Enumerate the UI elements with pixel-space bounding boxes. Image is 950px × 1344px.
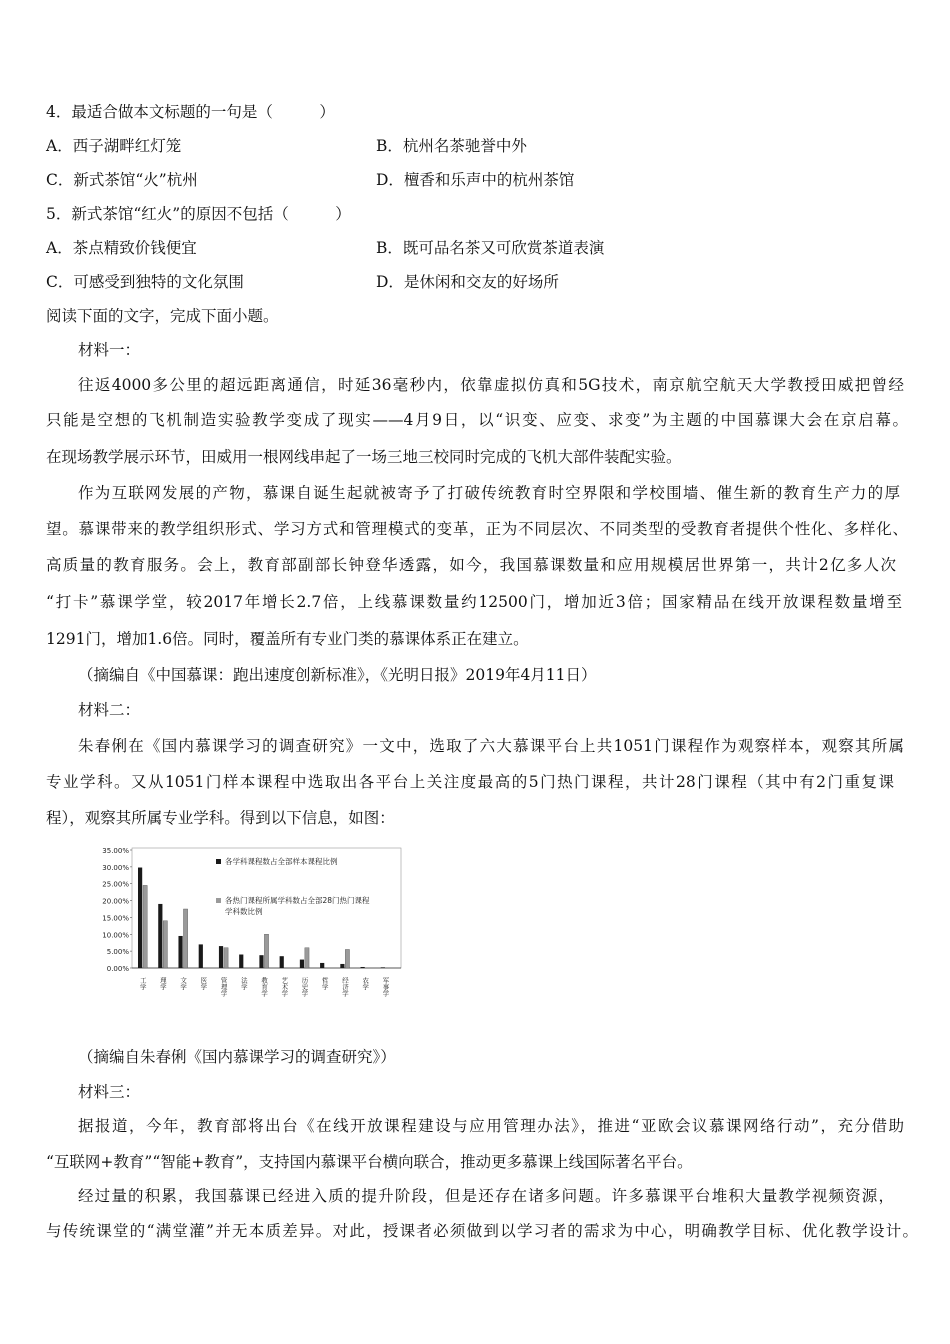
q4-option-b: B．杭州名茶驰誉中外: [376, 137, 527, 155]
x-category-label: 医学: [199, 977, 208, 990]
y-tick-label: 15.00%: [102, 914, 129, 923]
y-tick-label: 25.00%: [102, 880, 129, 889]
x-category-label: 工学: [138, 977, 147, 990]
bar-series-1: [158, 904, 162, 968]
bar-series-2: [163, 921, 167, 968]
y-tick-label: 35.00%: [102, 847, 129, 855]
q4-option-c: C．新式茶馆“火”杭州: [46, 171, 198, 189]
material-3-title: 材料三：: [78, 1083, 141, 1101]
material-1-title: 材料一：: [78, 341, 141, 359]
paragraph-line: “互联网+教育”“智能+教育”，支持国内慕课平台横向联合，推动更多慕课上线国际著名平台。: [46, 1153, 693, 1171]
bar-series-1: [381, 967, 385, 968]
paragraph-line: 在现场教学展示环节，田威用一根网线串起了一场三地三校同时完成的飞机大部件装配实验。: [46, 448, 682, 466]
paragraph-line: 朱春俐在《国内慕课学习的调查研究》一文中，选取了六大慕课平台上共1051门课程作为观察样本，观察其所属: [78, 737, 904, 755]
bar-series-1: [361, 967, 365, 968]
paragraph-line: 只能是空想的飞机制造实验教学变成了现实——4月9日，以“识变、应变、求变”为主题的中国慕课大会在京启幕。: [46, 411, 908, 429]
bar-chart: [96, 840, 426, 1040]
q5-option-d: D．是休闲和交友的好场所: [376, 273, 559, 291]
x-category-label: 农学: [361, 977, 370, 990]
bar-series-1: [138, 868, 142, 968]
bar-series-1: [239, 955, 243, 968]
paragraph-line: 望。慕课带来的教学组织形式、学习方式和管理模式的变革，正为不同层次、不同类型的受教育者提供个性化、多样化、: [46, 520, 908, 538]
bar-series-1: [340, 964, 344, 968]
legend-label-series-1: 各学科课程数占全部样本课程比例: [225, 857, 338, 866]
paragraph-line: 往返4000多公里的超远距离通信，时延36毫秒内，依靠虚拟仿真和5G技术，南京航空航天大学教授田威把曾经: [78, 376, 904, 394]
q4-stem: 4．最适合做本文标题的一句是（ ）: [46, 103, 335, 121]
bar-series-1: [259, 955, 263, 968]
x-category-label: 法学: [239, 977, 248, 990]
x-category-label: 管理学: [219, 977, 228, 997]
paragraph-line: 1291门，增加1.6倍。同时，覆盖所有专业门类的慕课体系正在建立。: [46, 630, 529, 648]
y-tick-label: 5.00%: [106, 948, 129, 957]
q4-option-a: A．西子湖畔红灯笼: [46, 137, 182, 155]
y-tick-label: 30.00%: [102, 863, 129, 872]
x-category-label: 哲学: [320, 977, 329, 990]
paragraph-line: 据报道，今年，教育部将出台《在线开放课程建设与应用管理办法》，推进“亚欧会议慕课网络行动”，充分借助: [78, 1117, 904, 1135]
material-1-source: （摘编自《中国慕课：跑出速度创新标准》，《光明日报》2019年4月11日）: [78, 666, 597, 684]
q5-option-b: B．既可品名茶又可欣赏茶道表演: [376, 239, 605, 257]
paragraph-line: “打卡”慕课学堂，较2017年增长2.7倍，上线慕课数量约12500门，增加近3倍；国家精品在线开放课程数量增至: [46, 593, 902, 611]
material-2-title: 材料二：: [78, 701, 141, 719]
reading-instruction: 阅读下面的文字，完成下面小题。: [46, 307, 279, 325]
paragraph-line: 程），观察其所属专业学科。得到以下信息，如图：: [46, 809, 395, 827]
q5-stem: 5．新式茶馆“红火”的原因不包括（ ）: [46, 205, 351, 223]
y-tick-label: 0.00%: [106, 965, 129, 973]
y-tick-label: 10.00%: [102, 931, 129, 940]
paragraph-line: 高质量的教育服务。会上，教育部副部长钟登华透露，如今，我国慕课数量和应用规模居世界第一，共计2亿多人次: [46, 556, 896, 574]
y-tick-label: 20.00%: [102, 897, 129, 906]
q5-option-a: A．茶点精致价钱便宜: [46, 239, 197, 257]
bar-series-2: [264, 934, 268, 968]
material-2-source: （摘编自朱春俐《国内慕课学习的调查研究》）: [78, 1048, 396, 1066]
paragraph-line: 与传统课堂的“满堂灌”并无本质差异。对此，授课者必须做到以学习者的需求为中心，明确教学目标、优化教学设计。: [46, 1222, 918, 1240]
x-category-label: 经济学: [341, 977, 350, 997]
legend-swatch-series-1: [216, 859, 221, 864]
bar-series-1: [219, 946, 223, 968]
paragraph-line: 经过量的积累，我国慕课已经进入质的提升阶段，但是还存在诸多问题。许多慕课平台堆积大量教学视频资源，: [78, 1187, 894, 1205]
paragraph-line: 专业学科。又从1051门样本课程中选取出各平台上关注度最高的5门热门课程，共计28门课程（其中有2门重复课: [46, 773, 894, 791]
bar-series-1: [178, 936, 182, 968]
legend-swatch-series-2: [216, 898, 221, 903]
bar-series-1: [280, 956, 284, 968]
bar-series-2: [305, 948, 309, 968]
legend-label-series-2: 各热门课程所属学科数占全部28门热门课程学科数比例: [225, 896, 370, 916]
x-category-label: 理学: [158, 977, 167, 990]
q4-option-d: D．檀香和乐声中的杭州茶馆: [376, 171, 575, 189]
x-category-label: 军事学: [381, 977, 390, 997]
x-category-label: 文学: [179, 977, 188, 990]
x-category-label: 艺术学: [280, 977, 289, 997]
bar-series-2: [345, 949, 349, 968]
chart-canvas: [96, 840, 426, 1040]
x-category-label: 历史学: [300, 977, 309, 997]
bar-series-2: [183, 909, 187, 968]
x-category-label: 教育学: [260, 977, 269, 997]
bar-series-1: [199, 944, 203, 968]
paragraph-line: 作为互联网发展的产物，慕课自诞生起就被寄予了打破传统教育时空界限和学校围墙、催生新的教育生产力的厚: [78, 484, 900, 502]
bar-series-2: [224, 948, 228, 968]
bar-series-1: [300, 960, 304, 968]
q5-option-c: C．可感受到独特的文化氛围: [46, 273, 244, 291]
bar-series-1: [320, 963, 324, 968]
bar-series-2: [143, 885, 147, 968]
